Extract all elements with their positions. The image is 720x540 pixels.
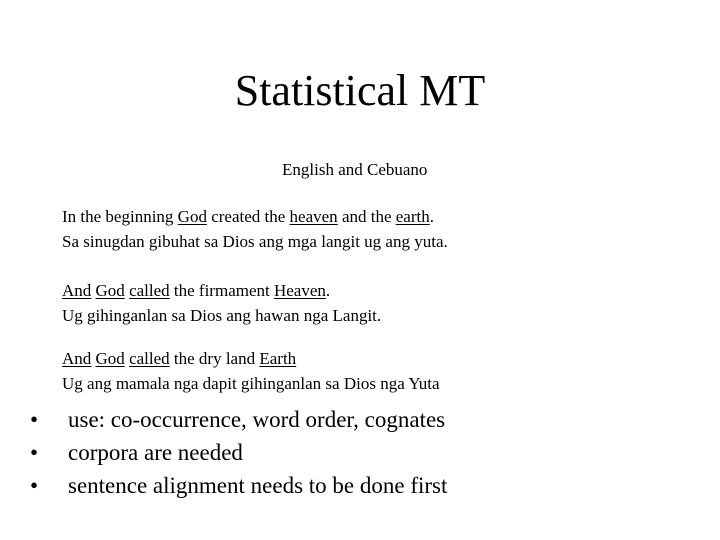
bullet-list — [30, 403, 447, 502]
aligned-word: And — [62, 349, 92, 368]
bullet-item — [30, 436, 447, 469]
cebuano-sentence: Ug gihinganlan sa Dios ang hawan nga Langit. — [62, 306, 382, 325]
bullet-dot-icon: • — [30, 407, 39, 432]
sentence-text: created the — [206, 207, 290, 226]
aligned-word: Heaven — [273, 281, 326, 300]
sentence-text: . — [325, 281, 331, 300]
aligned-word: called — [129, 349, 170, 368]
aligned-word: heaven — [289, 207, 338, 226]
bullet-item — [30, 403, 447, 436]
cebuano-sentence: Sa sinugdan gibuhat sa Dios ang mga langit ug ang yuta. — [62, 232, 448, 251]
example-pair-2 — [62, 278, 381, 328]
bullet-text: use: co-occurrence, word order, cognates — [68, 407, 446, 432]
aligned-word: God — [95, 281, 125, 300]
sentence-text: the firmament — [169, 281, 274, 300]
cebuano-sentence: Ug ang mamala nga dapit gihinganlan sa Dios nga Yuta — [62, 374, 440, 393]
english-sentence — [62, 346, 440, 371]
english-sentence — [62, 278, 381, 303]
aligned-word: called — [129, 281, 170, 300]
aligned-word: God — [177, 207, 207, 226]
english-sentence — [62, 204, 448, 229]
bullet-text: corpora are needed — [68, 440, 243, 465]
slide-subtitle: English and Cebuano — [282, 160, 428, 179]
sentence-text: the dry land — [169, 349, 260, 368]
bullet-dot-icon: • — [30, 473, 39, 498]
aligned-word: And — [62, 281, 92, 300]
sentence-text: . — [429, 207, 434, 226]
slide-title: Statistical MT — [234, 66, 486, 115]
bullet-item — [30, 469, 447, 502]
aligned-word: God — [95, 349, 125, 368]
sentence-text: In the beginning — [62, 207, 178, 226]
example-pair-1 — [62, 204, 448, 254]
bullet-text: sentence alignment needs to be done first — [68, 473, 448, 498]
aligned-word: earth — [395, 207, 430, 226]
example-pair-3 — [62, 346, 440, 396]
bullet-dot-icon: • — [30, 440, 39, 465]
sentence-text: and the — [337, 207, 396, 226]
aligned-word: Earth — [259, 349, 297, 368]
